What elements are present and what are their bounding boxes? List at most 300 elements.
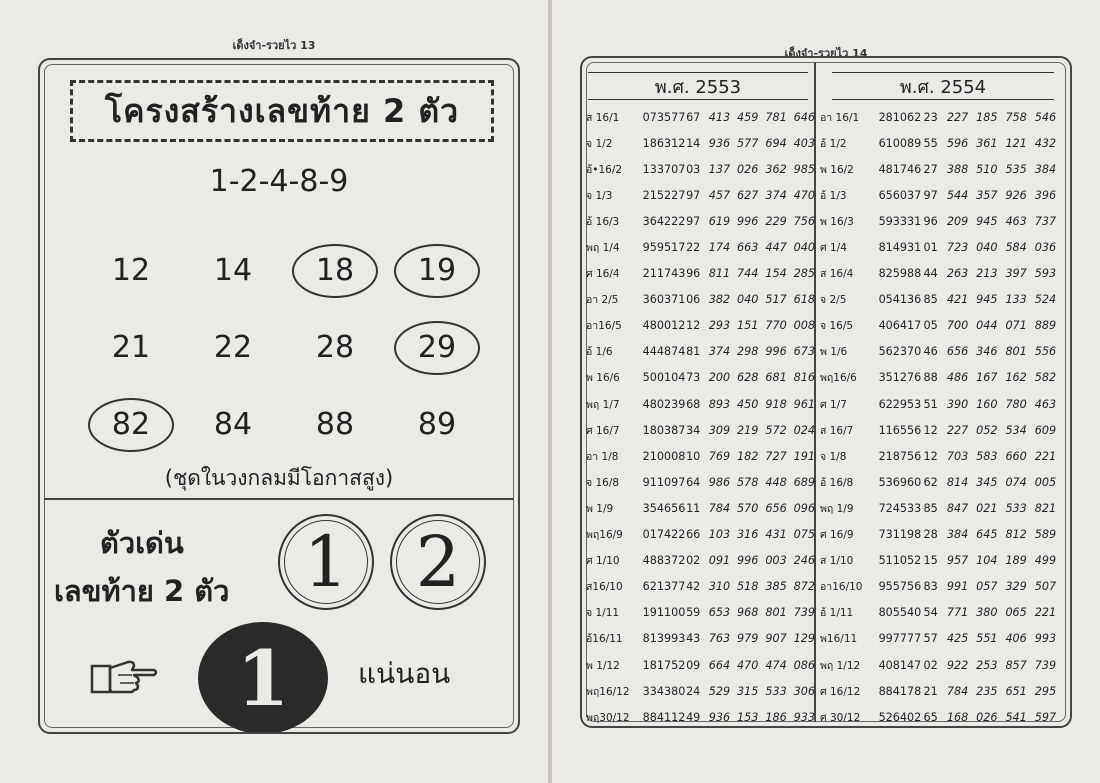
last-two: 02 [923,658,938,672]
first-prize: 354656 [642,501,686,515]
last-three-1: 784 [946,684,969,698]
last-three-4: 556 [1034,345,1057,359]
result-row [586,313,822,339]
star-digit-2: 2 [415,521,461,603]
last-three-1: 763 [708,632,731,646]
circled-number: 19 [394,244,480,298]
last-three-4: 285 [793,267,816,281]
result-row [586,130,822,156]
right-content-frame [580,56,1072,728]
last-three-3: 162 [1005,371,1027,385]
last-three-4: 889 [1034,319,1057,333]
first-prize: 593331 [878,214,922,228]
result-row [586,261,822,287]
last-three-2: 153 [737,710,759,724]
last-three-3: 801 [1005,345,1027,359]
result-row [820,495,1064,521]
last-three-2: 945 [976,214,998,228]
pointing-hand-icon [88,652,158,698]
result-row [586,208,822,234]
result-row [820,417,1064,443]
last-three-2: 470 [737,658,759,672]
last-three-2: 040 [737,293,759,307]
first-prize: 281062 [878,110,922,124]
last-three-2: 380 [976,606,998,620]
last-three-3: 065 [1005,606,1027,620]
number-row [80,232,490,309]
last-three-3: 541 [1005,710,1027,724]
title-box [70,80,494,142]
last-three-4: 609 [1034,423,1057,437]
first-prize: 997777 [878,632,922,646]
first-prize: 814931 [878,241,922,255]
last-three-4: 403 [793,136,816,150]
last-three-3: 781 [765,110,787,124]
last-two: 59 [686,606,701,620]
last-three-3: 517 [765,293,787,307]
last-three-2: 315 [737,684,759,698]
star-digit-circle-2 [390,514,486,610]
result-row [586,443,822,469]
result-row [820,156,1064,182]
draw-date: ส16/10 [586,581,623,594]
last-three-2: 182 [737,449,759,463]
last-three-4: 040 [793,241,816,255]
last-three-1: 893 [708,397,731,411]
number-grid [80,232,490,463]
last-three-4: 221 [1034,449,1057,463]
last-three-1: 425 [946,632,969,646]
first-prize: 621377 [642,580,686,594]
last-three-3: 474 [765,658,787,672]
draw-date: ส 16/1 [586,111,620,124]
last-two: 11 [686,501,701,515]
last-two: 23 [923,110,938,124]
last-three-1: 174 [708,241,731,255]
result-row [586,104,822,130]
last-three-1: 703 [946,449,969,463]
last-three-2: 744 [737,267,759,281]
last-three-1: 656 [946,345,969,359]
last-three-2: 026 [976,710,998,724]
first-prize: 444874 [642,345,686,359]
last-two: 68 [686,397,701,411]
sure-text: แน่นอน [358,657,451,690]
last-three-3: 189 [1005,554,1027,568]
last-two: 24 [686,684,701,698]
draw-date: ศ 16/7 [586,424,620,437]
last-three-2: 052 [976,423,998,437]
result-row [586,365,822,391]
last-three-3: 801 [765,606,787,620]
last-two: 21 [923,684,938,698]
last-two: 03 [686,162,701,176]
results-list-2554 [820,104,1064,728]
last-two: 85 [923,293,938,307]
circled-number: 82 [88,398,174,452]
first-prize: 884112 [642,710,686,724]
last-three-4: 589 [1034,528,1057,542]
last-three-1: 227 [946,423,969,437]
results-list-2553 [586,104,822,728]
last-three-3: 584 [1005,241,1027,255]
year-header-right: พ.ศ. 2554 [832,72,1054,100]
draw-date: อ้ 16/8 [820,476,854,489]
last-three-3: 535 [1005,162,1027,176]
last-three-1: 384 [946,528,969,542]
last-three-3: 660 [1005,449,1027,463]
draw-date: จ 1/11 [586,607,620,620]
last-three-1: 310 [708,580,731,594]
last-two: 28 [923,528,938,542]
result-row [586,678,822,704]
last-three-2: 979 [737,632,759,646]
last-three-4: 816 [793,371,816,385]
last-two: 97 [923,188,938,202]
last-two: 27 [923,162,938,176]
right-page-header: เด็งจ๋า-รวยไว 14 [784,47,868,60]
last-three-4: 593 [1034,267,1057,281]
number-cell: 21 [111,330,151,365]
number-row [80,386,490,463]
draw-date: จ 1/3 [586,189,613,202]
last-three-3: 533 [1005,501,1027,515]
first-prize: 488372 [642,554,686,568]
number-cell: 28 [315,330,355,365]
first-prize: 181752 [642,658,686,672]
last-three-1: 811 [708,267,731,281]
result-row [820,234,1064,260]
last-two: 49 [686,710,701,724]
first-prize: 480012 [642,319,686,333]
last-three-2: 167 [976,371,998,385]
last-three-4: 306 [793,684,816,698]
last-three-2: 346 [976,345,998,359]
last-three-4: 618 [793,293,816,307]
first-prize: 536960 [878,475,922,489]
last-three-2: 577 [737,136,759,150]
last-two: 51 [923,397,938,411]
last-three-4: 597 [1034,710,1057,724]
last-three-1: 936 [708,710,731,724]
draw-date: ส 16/4 [820,268,854,281]
result-row [586,574,822,600]
draw-date: อา16/10 [820,581,863,594]
result-row [820,182,1064,208]
last-three-4: 737 [1034,214,1057,228]
draw-date: อา 2/5 [586,294,619,307]
last-three-4: 507 [1034,580,1057,594]
last-three-4: 689 [793,475,816,489]
last-three-2: 044 [976,319,998,333]
draw-date: ศ 16/9 [820,529,854,542]
draw-date: พฤ30/12 [586,711,630,724]
last-three-4: 463 [1034,397,1057,411]
last-two: 22 [686,241,701,255]
star-label-line2: เลขท้าย 2 ตัว [54,574,230,608]
last-three-3: 397 [1005,267,1027,281]
last-two: 97 [686,214,701,228]
last-two: 96 [686,267,701,281]
first-prize: 406417 [878,319,922,333]
last-three-1: 209 [946,214,969,228]
draw-date: ศ 16/12 [820,685,861,698]
last-three-1: 957 [946,554,969,568]
last-three-4: 008 [793,319,816,333]
last-three-4: 739 [793,606,816,620]
last-three-3: 362 [765,162,787,176]
last-three-4: 524 [1034,293,1057,307]
key-digits: 1-2-4-8-9 [209,164,349,199]
result-row [820,626,1064,652]
last-three-3: 656 [765,501,787,515]
result-row [586,704,822,728]
last-three-2: 219 [737,423,759,437]
last-three-3: 154 [765,267,787,281]
last-two: 85 [923,501,938,515]
structure-title: โครงสร้างเลขท้าย 2 ตัว [104,91,460,130]
first-prize: 813993 [642,632,686,646]
last-three-4: 470 [793,188,816,202]
first-prize: 724533 [878,501,922,515]
last-three-1: 847 [946,501,969,515]
last-two: 05 [923,319,938,333]
draw-date: พ 1/9 [586,502,614,515]
draw-date: จ 16/8 [586,476,620,489]
number-cell: 88 [315,407,355,442]
last-three-1: 137 [708,162,731,176]
last-three-3: 572 [765,423,787,437]
draw-date: ส 16/7 [820,424,854,437]
last-three-4: 739 [1034,658,1057,672]
left-page-header: เด็งจ๋า-รวยไว 13 [232,39,316,52]
result-row [820,261,1064,287]
result-row [820,339,1064,365]
result-row [820,704,1064,728]
last-three-4: 756 [793,214,816,228]
result-row [586,600,822,626]
last-three-2: 235 [976,684,998,698]
last-three-4: 075 [793,528,816,542]
last-three-3: 533 [765,684,787,698]
number-cell: 14 [213,253,253,288]
last-three-2: 021 [976,501,998,515]
last-three-3: 229 [765,214,787,228]
last-two: 81 [686,345,701,359]
last-three-4: 384 [1034,162,1057,176]
result-row [820,469,1064,495]
number-cell: 12 [111,253,151,288]
result-row [586,495,822,521]
last-two: 44 [923,267,938,281]
last-three-1: 784 [708,501,731,515]
last-three-2: 578 [737,475,759,489]
last-three-1: 263 [946,267,969,281]
last-three-3: 996 [765,345,787,359]
first-prize: 364222 [642,214,686,228]
last-two: 43 [686,632,701,646]
last-three-4: 432 [1034,136,1057,150]
last-three-3: 651 [1005,684,1027,698]
last-three-3: 534 [1005,423,1027,437]
last-two: 14 [686,136,701,150]
last-two: 67 [686,110,701,124]
last-two: 12 [686,319,701,333]
draw-date: ศ 30/12 [820,711,861,724]
sure-digit-circle [198,622,328,734]
last-three-2: 345 [976,475,998,489]
last-three-4: 985 [793,162,816,176]
last-three-1: 700 [946,319,969,333]
draw-date: จ 2/5 [820,294,847,307]
last-three-4: 086 [793,658,816,672]
last-three-1: 200 [708,371,731,385]
draw-date: จ 1/8 [820,450,847,463]
last-two: 01 [923,241,938,255]
last-three-1: 771 [946,606,969,620]
result-row [820,391,1064,417]
last-three-4: 396 [1034,188,1057,202]
last-two: 42 [686,580,701,594]
last-three-1: 168 [946,710,969,724]
last-three-1: 486 [946,371,969,385]
last-three-2: 357 [976,188,998,202]
draw-date: พ 1/6 [820,346,848,359]
last-three-4: 961 [793,397,816,411]
last-three-2: 316 [737,528,759,542]
result-row [586,391,822,417]
draw-date: พฤ16/6 [820,372,857,385]
result-row [820,208,1064,234]
last-three-4: 005 [1034,475,1057,489]
last-three-4: 821 [1034,501,1057,515]
last-three-2: 450 [737,397,759,411]
last-three-3: 448 [765,475,787,489]
draw-date: อ้ 16/3 [586,215,620,228]
last-three-3: 926 [1005,188,1027,202]
first-prize: 731198 [878,528,922,542]
result-row [586,287,822,313]
last-three-1: 374 [708,345,731,359]
last-three-4: 646 [793,110,816,124]
last-three-1: 413 [708,110,731,124]
last-three-4: 582 [1034,371,1057,385]
last-three-1: 544 [946,188,969,202]
last-three-3: 329 [1005,580,1027,594]
last-three-2: 104 [976,554,998,568]
draw-date: ศ 16/4 [586,268,620,281]
last-two: 55 [923,136,938,150]
draw-date: ศ 1/4 [820,242,847,255]
last-three-4: 993 [1034,632,1057,646]
draw-date: พฤ 1/4 [586,242,620,255]
last-three-2: 628 [737,371,759,385]
first-prize: 210008 [642,449,686,463]
last-three-3: 463 [1005,214,1027,228]
last-three-3: 727 [765,449,787,463]
last-three-1: 382 [708,293,731,307]
number-cell: 84 [213,407,253,442]
draw-date: พ16/11 [820,633,858,646]
result-row [820,678,1064,704]
last-three-1: 390 [946,397,969,411]
result-row [586,417,822,443]
last-two: 88 [923,371,938,385]
draw-date: พฤ 1/9 [820,502,854,515]
last-three-3: 074 [1005,475,1027,489]
star-label-line1: ตัวเด่น [100,526,184,560]
last-three-1: 421 [946,293,969,307]
sure-digit: 1 [236,633,290,723]
first-prize: 526402 [878,710,922,724]
year-header-left: พ.ศ. 2553 [588,72,808,100]
last-three-4: 036 [1034,241,1057,255]
last-three-1: 936 [708,136,731,150]
first-prize: 622953 [878,397,922,411]
last-three-4: 246 [793,554,816,568]
first-prize: 186312 [642,136,686,150]
last-three-2: 298 [737,345,759,359]
number-cell: 22 [213,330,253,365]
left-content-frame [38,58,520,734]
last-three-2: 583 [976,449,998,463]
last-two: 54 [923,606,938,620]
last-two: 46 [923,345,938,359]
result-row [586,626,822,652]
last-three-2: 185 [976,110,998,124]
last-two: 73 [686,371,701,385]
draw-date: พ 16/3 [820,215,854,228]
draw-date: ศ 1/7 [820,398,847,411]
last-three-1: 986 [708,475,731,489]
section-divider [44,498,514,500]
last-three-2: 570 [737,501,759,515]
last-three-4: 191 [793,449,816,463]
draw-date: อา16/5 [586,320,622,333]
last-three-3: 385 [765,580,787,594]
last-three-2: 945 [976,293,998,307]
last-two: 10 [686,449,701,463]
result-row [820,600,1064,626]
number-cell: 89 [417,407,457,442]
last-two: 83 [923,580,938,594]
first-prize: 191100 [642,606,686,620]
last-three-4: 546 [1034,110,1057,124]
last-two: 02 [686,554,701,568]
draw-date: พ 1/12 [586,659,620,672]
result-row [586,182,822,208]
last-three-1: 309 [708,423,731,437]
draw-date: พฤ 1/7 [586,398,620,411]
last-three-4: 221 [1034,606,1057,620]
result-row [586,234,822,260]
circled-number: 18 [292,244,378,298]
last-three-4: 673 [793,345,816,359]
draw-date: ส 1/10 [820,555,854,568]
last-three-1: 653 [708,606,731,620]
first-prize: 211743 [642,267,686,281]
result-row [820,574,1064,600]
result-row [586,548,822,574]
last-three-3: 121 [1005,136,1027,150]
star-digit-circle-1 [278,514,374,610]
last-three-1: 091 [708,554,731,568]
last-three-1: 596 [946,136,969,150]
first-prize: 884178 [878,684,922,698]
last-three-2: 213 [976,267,998,281]
last-three-1: 457 [708,188,731,202]
last-three-2: 996 [737,214,759,228]
